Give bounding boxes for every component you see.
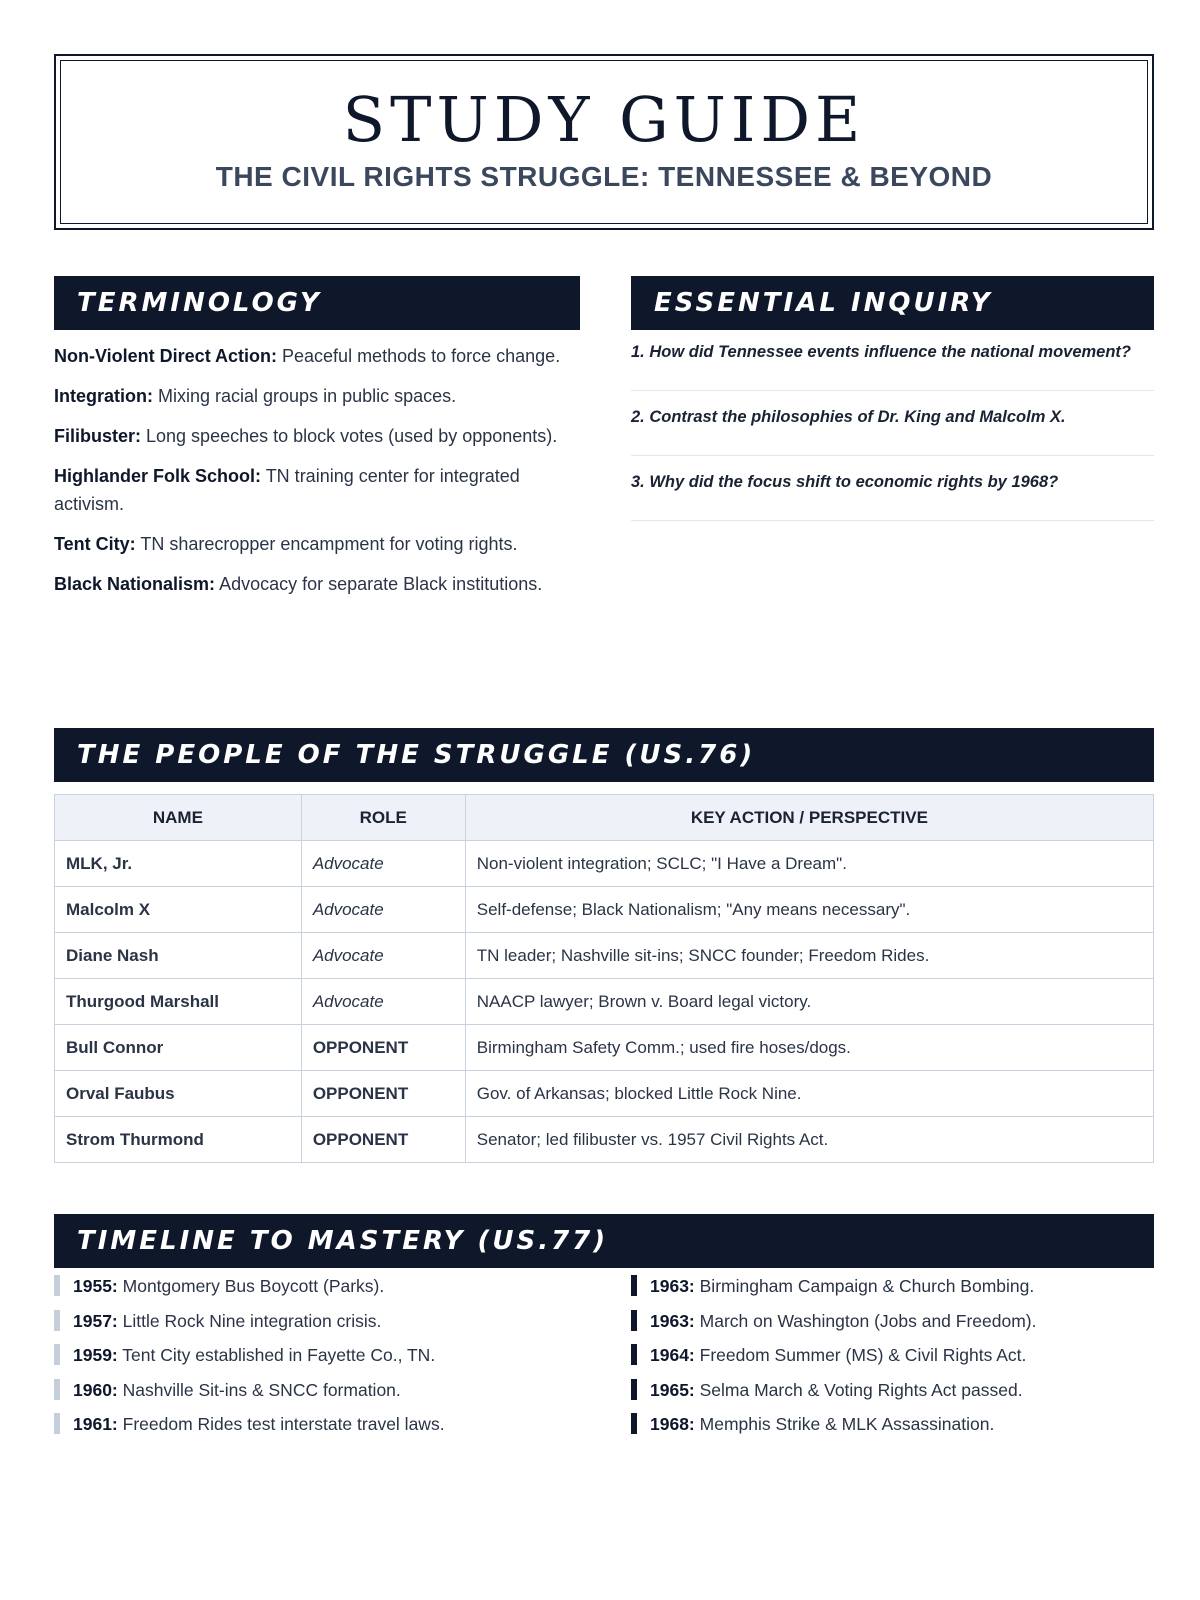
term-item [54, 462, 574, 518]
person-name: Bull Connor [55, 1025, 302, 1071]
timeline-event: Selma March & Voting Rights Act passed. [694, 1379, 1023, 1400]
inquiry-question: 1. How did Tennessee events influence the national movement? [631, 338, 1154, 391]
table-row [55, 887, 1154, 933]
timeline-year: 1963: [650, 1310, 695, 1331]
timeline-item [54, 1378, 594, 1413]
timeline-right-column [631, 1274, 1171, 1447]
person-action: Gov. of Arkansas; blocked Little Rock Nine. [465, 1071, 1153, 1117]
table-row [55, 841, 1154, 887]
timeline-year: 1959: [73, 1345, 118, 1365]
table-row [55, 1071, 1154, 1117]
person-name: Malcolm X [55, 887, 302, 933]
timeline-item [54, 1274, 594, 1309]
timeline-marker [54, 1275, 60, 1296]
term-item [54, 422, 574, 450]
timeline-marker [54, 1310, 60, 1331]
timeline-item [631, 1343, 1171, 1378]
timeline-item [631, 1378, 1171, 1413]
timeline-item [54, 1343, 594, 1378]
term-name: Non-Violent Direct Action: [54, 346, 278, 366]
timeline-event: Tent City established in Fayette Co., TN. [117, 1345, 436, 1365]
timeline-item [54, 1412, 594, 1447]
person-role-opponent: OPPONENT [301, 1071, 465, 1117]
person-name: MLK, Jr. [55, 841, 302, 887]
timeline-item [631, 1274, 1171, 1309]
person-name: Orval Faubus [55, 1071, 302, 1117]
timeline-year: 1968: [650, 1414, 695, 1434]
term-name: Integration: [54, 386, 153, 406]
timeline-marker [54, 1344, 60, 1365]
term-definition: Advocacy for separate Black institutions. [215, 574, 543, 594]
person-action: Non-violent integration; SCLC; "I Have a Dream". [465, 841, 1153, 887]
page-title: STUDY GUIDE [342, 83, 866, 156]
person-action: Birmingham Safety Comm.; used fire hoses/dogs. [465, 1025, 1153, 1071]
timeline-item [631, 1309, 1171, 1344]
table-row [55, 979, 1154, 1025]
terminology-list [54, 342, 574, 610]
person-role: Advocate [301, 979, 465, 1025]
timeline-event: Montgomery Bus Boycott (Parks). [117, 1276, 385, 1296]
timeline-marker [631, 1310, 637, 1331]
person-name: Diane Nash [55, 933, 302, 979]
term-name: Tent City: [54, 534, 136, 554]
people-heading: THE PEOPLE OF THE STRUGGLE (US.76) [54, 728, 1154, 782]
term-name: Filibuster: [54, 426, 142, 446]
timeline-year: 1965: [650, 1379, 695, 1400]
timeline-event: Birmingham Campaign & Church Bombing. [694, 1276, 1035, 1296]
person-role-opponent: OPPONENT [301, 1025, 465, 1071]
timeline-event: March on Washington (Jobs and Freedom). [694, 1310, 1037, 1331]
header-box [54, 54, 1154, 230]
term-definition: TN sharecropper encampment for voting rights. [135, 534, 518, 554]
term-item [54, 382, 574, 410]
timeline-year: 1957: [73, 1310, 118, 1331]
term-name: Black Nationalism: [54, 574, 216, 594]
person-action: NAACP lawyer; Brown v. Board legal victory. [465, 979, 1153, 1025]
term-name: Highlander Folk School: [54, 466, 262, 486]
timeline-year: 1961: [73, 1414, 118, 1434]
inquiry-list [631, 338, 1154, 533]
timeline-left-column [54, 1274, 594, 1447]
timeline-marker [631, 1379, 637, 1400]
term-definition: Mixing racial groups in public spaces. [153, 386, 457, 406]
table-row [55, 933, 1154, 979]
timeline-year: 1960: [73, 1379, 118, 1400]
term-definition: Long speeches to block votes (used by opponents). [141, 426, 558, 446]
timeline-event: Little Rock Nine integration crisis. [117, 1310, 382, 1331]
person-name: Strom Thurmond [55, 1117, 302, 1163]
timeline-item [54, 1309, 594, 1344]
timeline-year: 1955: [73, 1276, 118, 1296]
person-name: Thurgood Marshall [55, 979, 302, 1025]
term-item [54, 570, 574, 598]
timeline-marker [54, 1379, 60, 1400]
table-row [55, 1025, 1154, 1071]
person-role-opponent: OPPONENT [301, 1117, 465, 1163]
timeline-marker [631, 1275, 637, 1296]
column-header-name: NAME [55, 795, 302, 841]
person-action: TN leader; Nashville sit-ins; SNCC founder; Freedom Rides. [465, 933, 1153, 979]
people-table [54, 794, 1154, 1163]
table-header-row [55, 795, 1154, 841]
timeline-event: Freedom Summer (MS) & Civil Rights Act. [694, 1345, 1027, 1365]
timeline-marker [631, 1344, 637, 1365]
timeline-event: Memphis Strike & MLK Assassination. [694, 1414, 995, 1434]
person-action: Senator; led filibuster vs. 1957 Civil Rights Act. [465, 1117, 1153, 1163]
term-item [54, 530, 574, 558]
header-inner-border [60, 60, 1148, 224]
timeline-event: Nashville Sit-ins & SNCC formation. [117, 1379, 401, 1400]
timeline-event: Freedom Rides test interstate travel laws. [117, 1414, 445, 1434]
person-role: Advocate [301, 887, 465, 933]
timeline-marker [631, 1413, 637, 1434]
terminology-heading: TERMINOLOGY [54, 276, 580, 330]
inquiry-heading: ESSENTIAL INQUIRY [631, 276, 1154, 330]
timeline-heading: TIMELINE TO MASTERY (US.77) [54, 1214, 1154, 1268]
inquiry-question: 3. Why did the focus shift to economic rights by 1968? [631, 468, 1154, 521]
term-item [54, 342, 574, 370]
timeline-item [631, 1412, 1171, 1447]
timeline-year: 1964: [650, 1345, 695, 1365]
term-definition: Peaceful methods to force change. [277, 346, 561, 366]
person-role: Advocate [301, 933, 465, 979]
person-role: Advocate [301, 841, 465, 887]
page-subtitle: THE CIVIL RIGHTS STRUGGLE: TENNESSEE & BEYOND [215, 161, 993, 192]
inquiry-question: 2. Contrast the philosophies of Dr. King and Malcolm X. [631, 403, 1154, 456]
timeline-year: 1963: [650, 1276, 695, 1296]
column-header-action: KEY ACTION / PERSPECTIVE [465, 795, 1153, 841]
column-header-role: ROLE [301, 795, 465, 841]
term-definition: TN training center for integrated activism. [54, 466, 520, 514]
timeline-marker [54, 1413, 60, 1434]
person-action: Self-defense; Black Nationalism; "Any means necessary". [465, 887, 1153, 933]
table-row [55, 1117, 1154, 1163]
